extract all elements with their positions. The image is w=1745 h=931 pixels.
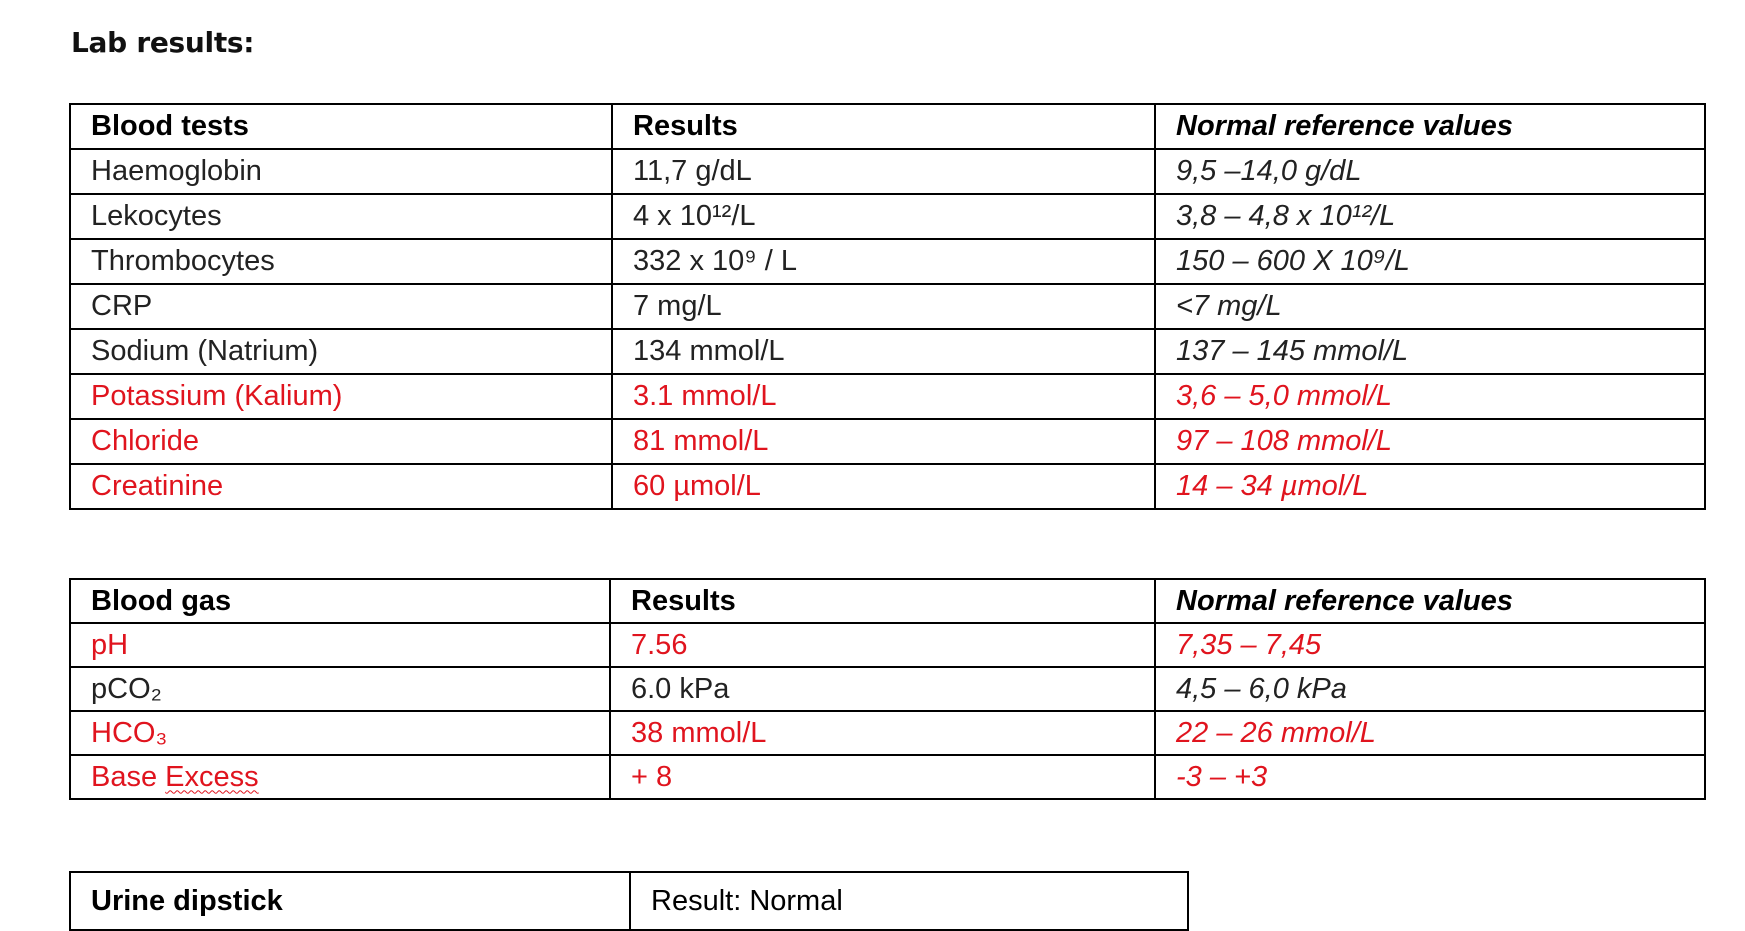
test-name: Haemoglobin [70,149,612,194]
reference-range: 3,6 – 5,0 mmol/L [1155,374,1705,419]
table-row [70,239,1705,284]
test-result: 3.1 mmol/L [612,374,1155,419]
test-result: 6.0 kPa [610,667,1155,711]
reference-range: -3 – +3 [1155,755,1705,799]
test-name: Chloride [70,419,612,464]
table-row-abnormal [70,464,1705,509]
table-row [70,149,1705,194]
reference-range: 9,5 –14,0 g/dL [1155,149,1705,194]
test-result: 7 mg/L [612,284,1155,329]
reference-range: 4,5 – 6,0 kPa [1155,667,1705,711]
test-result: 60 µmol/L [612,464,1155,509]
table-row [70,872,1188,930]
reference-range: 14 – 34 µmol/L [1155,464,1705,509]
table-row [70,329,1705,374]
test-name [70,755,610,799]
test-name: Creatinine [70,464,612,509]
test-name: Potassium (Kalium) [70,374,612,419]
reference-range: 150 – 600 X 10⁹/L [1155,239,1705,284]
test-result: + 8 [610,755,1155,799]
table-row-abnormal [70,623,1705,667]
column-header-result: Results [612,104,1155,149]
table-header-row [70,579,1705,623]
table-row-abnormal [70,755,1705,799]
test-name: pH [70,623,610,667]
test-name-part: Base [91,760,166,793]
test-name: CRP [70,284,612,329]
reference-range: 3,8 – 4,8 x 10¹²/L [1155,194,1705,239]
test-result: 4 x 10¹²/L [612,194,1155,239]
blood-gas-table [69,578,1706,800]
test-name: Thrombocytes [70,239,612,284]
reference-range: 7,35 – 7,45 [1155,623,1705,667]
page-title: Lab results: [71,26,255,59]
test-result: 11,7 g/dL [612,149,1155,194]
test-name: Sodium (Natrium) [70,329,612,374]
reference-range: 22 – 26 mmol/L [1155,711,1705,755]
table-row [70,667,1705,711]
test-result: 332 x 10⁹ / L [612,239,1155,284]
spellcheck-underlined-word: Excess [165,760,259,793]
test-name: HCO₃ [70,711,610,755]
table-row [70,284,1705,329]
reference-range: 97 – 108 mmol/L [1155,419,1705,464]
test-result: 81 mmol/L [612,419,1155,464]
table-row-abnormal [70,711,1705,755]
test-name: Lekocytes [70,194,612,239]
column-header-reference: Normal reference values [1155,104,1705,149]
blood-tests-table [69,103,1706,510]
test-name: pCO₂ [70,667,610,711]
reference-range: 137 – 145 mmol/L [1155,329,1705,374]
table-row-abnormal [70,419,1705,464]
column-header-test: Blood gas [70,579,610,623]
urine-label: Urine dipstick [70,872,630,930]
test-result: 7.56 [610,623,1155,667]
table-row [70,194,1705,239]
column-header-test: Blood tests [70,104,612,149]
column-header-reference: Normal reference values [1155,579,1705,623]
urine-result: Result: Normal [630,872,1188,930]
table-row-abnormal [70,374,1705,419]
reference-range: <7 mg/L [1155,284,1705,329]
test-result: 38 mmol/L [610,711,1155,755]
test-result: 134 mmol/L [612,329,1155,374]
urine-dipstick-table [69,871,1189,931]
column-header-result: Results [610,579,1155,623]
table-header-row [70,104,1705,149]
